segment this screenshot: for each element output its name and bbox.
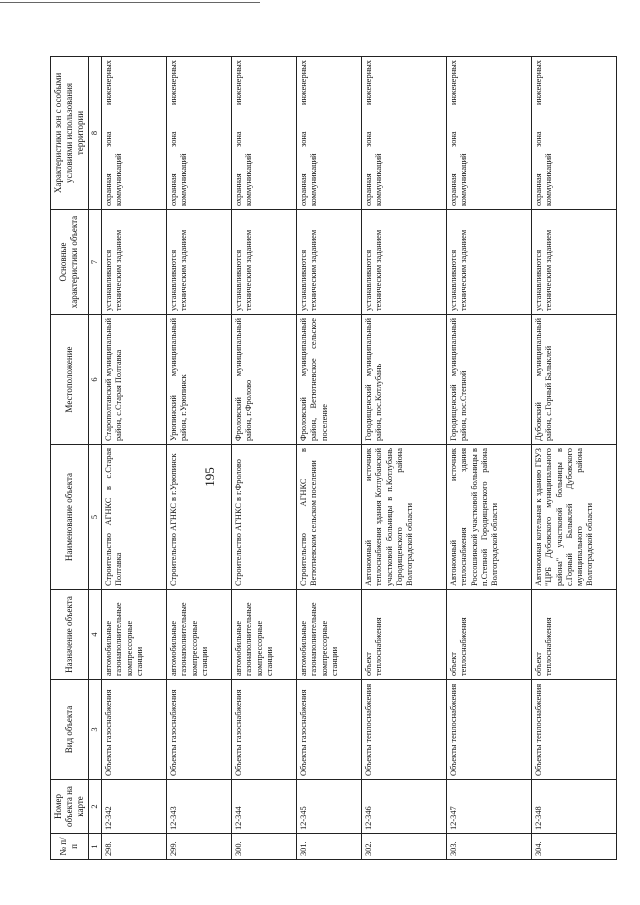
object-name: Автономный источник теплоснабжения здания Россошинской участковой больницы в п.Степной Городищенского района Волгоградской области: [447, 445, 532, 590]
object-features: устанавливаются техническим заданием: [232, 210, 297, 315]
table-row: [102, 57, 167, 860]
header-cell: Местоположение: [51, 315, 89, 445]
column-number-row: [88, 57, 101, 860]
row-number: 299.: [167, 834, 232, 860]
header-cell: Назначение объекта: [51, 590, 89, 680]
object-features: устанавливаются техническим заданием: [532, 210, 617, 315]
column-number: 6: [88, 315, 101, 445]
object-zone: охранная зона инженерных коммуникаций: [102, 57, 167, 210]
header-cell: Характеристики зон с особыми условиями использования территории: [51, 57, 89, 210]
objects-table: [50, 56, 617, 860]
row-number: 302.: [362, 834, 447, 860]
object-features: устанавливаются техническим заданием: [447, 210, 532, 315]
header-cell: Вид объекта: [51, 680, 89, 780]
object-purpose: объект теплоснабжения: [362, 590, 447, 680]
row-number: 298.: [102, 834, 167, 860]
column-number: 7: [88, 210, 101, 315]
header-cell: Номер объекта на карте: [51, 780, 89, 834]
table-row: [447, 57, 532, 860]
row-number: 303.: [447, 834, 532, 860]
object-code: 12-343: [167, 780, 232, 834]
object-features: устанавливаются техническим заданием: [362, 210, 447, 315]
object-type: Объекты теплоснабжения: [532, 680, 617, 780]
object-features: устанавливаются техническим заданием: [167, 210, 232, 315]
object-purpose: автомобильные газонаполнительные компрессорные станции: [102, 590, 167, 680]
object-features: устанавливаются техническим заданием: [297, 210, 362, 315]
header-row: [51, 57, 89, 860]
row-number: 304.: [532, 834, 617, 860]
header-cell: Основные характеристики объекта: [51, 210, 89, 315]
header-cell: № п/п: [51, 834, 89, 860]
page-number: 195: [202, 467, 217, 487]
column-number: 4: [88, 590, 101, 680]
table-row: [532, 57, 617, 860]
object-location: Фроловский муниципальный район, Ветютневское сельское поселение: [297, 315, 362, 445]
object-purpose: автомобильные газонаполнительные компрессорные станции: [232, 590, 297, 680]
object-name: Строительство АГНКС в г.Фролово: [232, 445, 297, 590]
object-type: Объекты теплоснабжения: [362, 680, 447, 780]
object-location: Городищенский муниципальный район, пос.Степной: [447, 315, 532, 445]
object-purpose: объект теплоснабжения: [447, 590, 532, 680]
object-zone: охранная зона инженерных коммуникаций: [297, 57, 362, 210]
object-zone: охранная зона инженерных коммуникаций: [232, 57, 297, 210]
object-name: Строительство АГНКС в Ветютневском сельском поселении: [297, 445, 362, 590]
table-row: [167, 57, 232, 860]
object-location: Фроловский муниципальный район, г.Фролово: [232, 315, 297, 445]
object-name: Строительство АГНКС в г.Урюпинск: [167, 445, 232, 590]
object-features: устанавливаются техническим заданием: [102, 210, 167, 315]
object-code: 12-348: [532, 780, 617, 834]
header-cell: Наименование объекта: [51, 445, 89, 590]
object-name: Автономная котельная к зданию ГБУЗ "ЦРБ Дубовского муниципального района" участковой больницы в с.Горный Балыклей Дубовского муниципального района Волгоградской области: [532, 445, 617, 590]
document-rotated-page: [50, 57, 615, 860]
object-zone: охранная зона инженерных коммуникаций: [167, 57, 232, 210]
object-purpose: автомобильные газонаполнительные компрессорные станции: [297, 590, 362, 680]
object-location: Дубовский муниципальный район, с.Горный Балыклей: [532, 315, 617, 445]
object-zone: охранная зона инженерных коммуникаций: [362, 57, 447, 210]
object-zone: охранная зона инженерных коммуникаций: [532, 57, 617, 210]
column-number: 8: [88, 57, 101, 210]
object-type: Объекты газоснабжения: [167, 680, 232, 780]
object-zone: охранная зона инженерных коммуникаций: [447, 57, 532, 210]
column-number: 5: [88, 445, 101, 590]
column-number: 2: [88, 780, 101, 834]
object-type: Объекты газоснабжения: [297, 680, 362, 780]
object-purpose: автомобильные газонаполнительные компрессорные станции: [167, 590, 232, 680]
top-rule: [0, 2, 260, 3]
table-row: [362, 57, 447, 860]
object-location: Старополтавский муниципальный район, с.Старая Полтавка: [102, 315, 167, 445]
object-location: Городищенский муниципальный район, пос.Котлубань: [362, 315, 447, 445]
object-name: Автономный источник теплоснабжения здания Котлубанской участковой больницы в п.Котлубань Городищенского района Волгоградской области: [362, 445, 447, 590]
object-name: Строительство АГНКС в с.Старая Полтавка: [102, 445, 167, 590]
object-code: 12-345: [297, 780, 362, 834]
object-code: 12-342: [102, 780, 167, 834]
object-type: Объекты газоснабжения: [232, 680, 297, 780]
object-code: 12-344: [232, 780, 297, 834]
row-number: 300.: [232, 834, 297, 860]
row-number: 301.: [297, 834, 362, 860]
column-number: 3: [88, 680, 101, 780]
table-row: [297, 57, 362, 860]
object-type: Объекты теплоснабжения: [447, 680, 532, 780]
object-location: Урюпинский муниципальный район, г.Урюпинск: [167, 315, 232, 445]
object-purpose: объект теплоснабжения: [532, 590, 617, 680]
object-code: 12-347: [447, 780, 532, 834]
object-code: 12-346: [362, 780, 447, 834]
table-row: [232, 57, 297, 860]
object-type: Объекты газоснабжения: [102, 680, 167, 780]
column-number: 1: [88, 834, 101, 860]
